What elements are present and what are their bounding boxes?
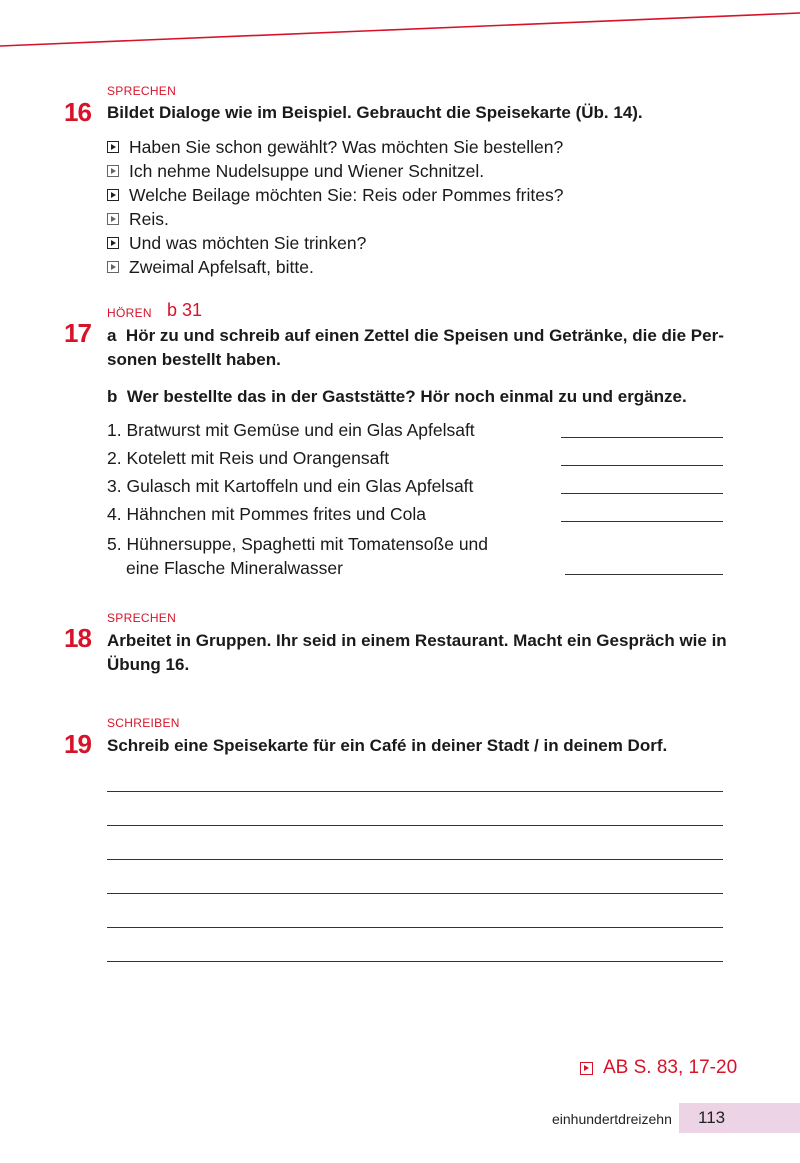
- ex17-skill-label: HÖREN: [107, 306, 152, 320]
- arrow-box-icon: [580, 1062, 593, 1075]
- header-red-rule: [0, 0, 800, 50]
- speaker-b-icon: [107, 261, 119, 273]
- page-number-box: [679, 1103, 800, 1133]
- dialog-line: [107, 183, 563, 207]
- ex18-instruction-line1: Arbeitet in Gruppen. Ihr seid in einem Restaurant. Macht ein Gespräch wie in: [107, 631, 727, 650]
- list-item: [107, 446, 723, 474]
- order-text-line1: 5. Hühnersuppe, Spaghetti mit Tomatensoße und: [107, 534, 489, 554]
- answer-blank[interactable]: [561, 493, 723, 494]
- ex18-number: 18: [64, 623, 91, 653]
- part-a-text-line2: sonen bestellt haben.: [107, 350, 281, 369]
- workbook-reference-link[interactable]: [580, 1057, 737, 1079]
- order-text: 3. Gulasch mit Kartoffeln und ein Glas Apfelsaft: [107, 476, 474, 496]
- page-number-word: einhundertdreizehn: [552, 1111, 672, 1127]
- answer-blank[interactable]: [565, 574, 723, 575]
- dialog-line: [107, 231, 563, 255]
- part-b-letter: b: [107, 387, 118, 406]
- ex17-order-list: [107, 418, 723, 586]
- ex18-instruction-line2: Übung 16.: [107, 655, 190, 674]
- list-item: [107, 530, 723, 586]
- dialog-text: Welche Beilage möchten Sie: Reis oder Pommes frites?: [129, 184, 564, 205]
- dialog-text: Ich nehme Nudelsuppe und Wiener Schnitzel.: [129, 160, 485, 181]
- speaker-a-icon: [107, 141, 119, 153]
- ex16-dialog: [107, 135, 563, 279]
- ex17-part-b: [107, 385, 727, 409]
- ex19-writing-lines: [107, 790, 723, 962]
- reference-text: AB S. 83, 17-20: [603, 1057, 738, 1078]
- dialog-line: [107, 159, 563, 183]
- list-item: [107, 418, 723, 446]
- speaker-a-icon: [107, 189, 119, 201]
- ex17-part-a: [107, 324, 727, 372]
- ex19-skill-label: SCHREIBEN: [107, 716, 180, 730]
- part-b-text: Wer bestellte das in der Gaststätte? Hör noch einmal zu und ergänze.: [126, 387, 687, 406]
- dialog-line: [107, 255, 563, 279]
- order-text: 4. Hähnchen mit Pommes frites und Cola: [107, 504, 427, 524]
- ex18-skill-label: SPRECHEN: [107, 611, 177, 625]
- list-item: [107, 502, 723, 530]
- ex18-instruction: [107, 629, 727, 677]
- answer-blank[interactable]: [561, 521, 723, 522]
- ex16-skill-label: SPRECHEN: [107, 84, 177, 98]
- ex16-number: 16: [64, 97, 91, 127]
- dialog-text: Zweimal Apfelsaft, bitte.: [129, 256, 314, 277]
- speaker-b-icon: [107, 213, 119, 225]
- writing-line[interactable]: [107, 928, 723, 962]
- dialog-line: [107, 135, 563, 159]
- dialog-line: [107, 207, 563, 231]
- order-text-line2: eine Flasche Mineralwasser: [126, 558, 343, 578]
- writing-line[interactable]: [107, 894, 723, 928]
- part-a-letter: a: [107, 326, 117, 345]
- page-number: 113: [698, 1108, 726, 1127]
- answer-blank[interactable]: [561, 465, 723, 466]
- ex17-number: 17: [64, 318, 91, 348]
- order-text: 1. Bratwurst mit Gemüse und ein Glas Apfelsaft: [107, 420, 475, 440]
- dialog-text: Reis.: [129, 208, 169, 229]
- ex19-number: 19: [64, 729, 91, 759]
- answer-blank[interactable]: [561, 437, 723, 438]
- ex17-audio-track: b 31: [167, 300, 203, 320]
- ex19-instruction: Schreib eine Speisekarte für ein Café in deiner Stadt / in deinem Dorf.: [107, 736, 668, 755]
- order-text: 2. Kotelett mit Reis und Orangensaft: [107, 448, 390, 468]
- part-a-text-line1: Hör zu und schreib auf einen Zettel die Speisen und Getränke, die die Per-: [125, 326, 724, 345]
- order-text: [107, 532, 488, 580]
- speaker-b-icon: [107, 165, 119, 177]
- dialog-text: Haben Sie schon gewählt? Was möchten Sie bestellen?: [129, 136, 564, 157]
- list-item: [107, 474, 723, 502]
- writing-line[interactable]: [107, 826, 723, 860]
- writing-line[interactable]: [107, 792, 723, 826]
- speaker-a-icon: [107, 237, 119, 249]
- ex16-instruction: Bildet Dialoge wie im Beispiel. Gebraucht die Speisekarte (Üb. 14).: [107, 103, 643, 122]
- dialog-text: Und was möchten Sie trinken?: [129, 232, 367, 253]
- writing-line[interactable]: [107, 860, 723, 894]
